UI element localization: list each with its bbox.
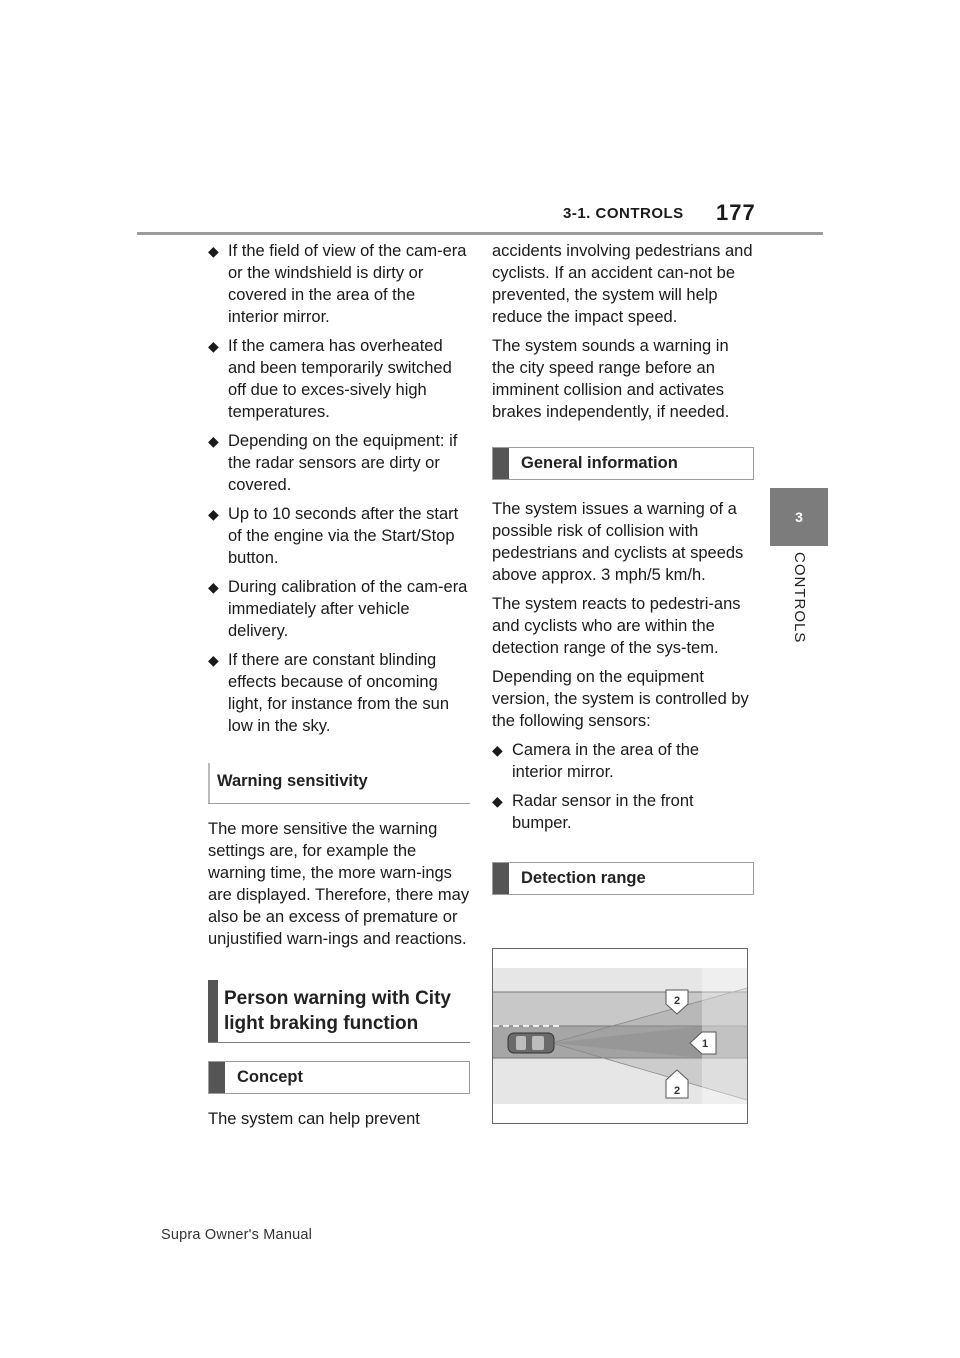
car-icon xyxy=(508,1033,554,1053)
header-section-title: 3-1. CONTROLS xyxy=(563,205,684,222)
left-column xyxy=(208,240,470,1137)
bullet-item: ◆ If the field of view of the cam-era or the windshield is dirty or covered in the area of the interior mirror. xyxy=(208,242,467,326)
bullet-item: ◆ Up to 10 seconds after the start of the engine via the Start/Stop button. xyxy=(208,505,459,567)
warning-sensitivity-text: The more sensitive the warning settings are, for example the warning time, the more warn-ings are displayed. Therefore, there may also be an excess of premature or unjustified warn-ings and reactions. xyxy=(208,820,470,948)
callout-label: 2 xyxy=(673,995,681,1007)
footer-manual-title: Supra Owner's Manual xyxy=(161,1227,313,1243)
bullet-diamond-icon: ◆ xyxy=(208,338,219,354)
heading-text: Detection range xyxy=(521,869,646,887)
bullet-diamond-icon: ◆ xyxy=(208,579,219,595)
heading-text: General information xyxy=(521,454,678,472)
concept-heading xyxy=(208,1061,470,1094)
bullet-diamond-icon: ◆ xyxy=(208,243,219,259)
bullet-diamond-icon: ◆ xyxy=(208,433,219,449)
heading-bar xyxy=(208,763,210,803)
general-information-heading xyxy=(492,447,754,480)
bullet-diamond-icon: ◆ xyxy=(492,793,503,809)
bullet-diamond-icon: ◆ xyxy=(208,506,219,522)
general-info-text-2: The system reacts to pedestri-ans and cyclists who are within the detection range of the sys-tem. xyxy=(492,595,741,657)
header-rule xyxy=(137,232,823,235)
chapter-tab-label-wrapper xyxy=(764,552,834,662)
bullet-item: ◆ Radar sensor in the front bumper. xyxy=(492,792,694,832)
heading-text: Warning sensitivity xyxy=(217,772,368,790)
person-warning-section-heading xyxy=(208,980,470,1043)
detection-range-heading xyxy=(492,862,754,895)
bullet-item: ◆ During calibration of the cam-era immediately after vehicle delivery. xyxy=(208,578,468,640)
bullet-diamond-icon: ◆ xyxy=(208,652,219,668)
heading-bar xyxy=(493,863,509,894)
warning-sensitivity-heading xyxy=(208,763,470,804)
general-info-text-1: The system issues a warning of a possible risk of collision with pedestrians and cyclists at speeds above approx. 3 mph/5 km/h. xyxy=(492,500,744,584)
callout-label: 2 xyxy=(673,1085,681,1097)
bullet-diamond-icon: ◆ xyxy=(492,742,503,758)
bullet-item: ◆ Camera in the area of the interior mirror. xyxy=(492,741,700,781)
section-heading-bar xyxy=(208,980,218,1042)
heading-bar xyxy=(493,448,509,479)
general-info-text-3: Depending on the equipment version, the system is controlled by the following sensors: xyxy=(492,668,749,730)
callout-label: 1 xyxy=(701,1038,709,1050)
bullet-item: ◆ Depending on the equipment: if the radar sensors are dirty or covered. xyxy=(208,432,458,494)
heading-text: Concept xyxy=(237,1068,303,1086)
heading-bar xyxy=(209,1062,225,1093)
concept-text: The system can help prevent xyxy=(208,1110,420,1128)
concept-text-2: The system sounds a warning in the city speed range before an imminent collision and activates brakes independently, if needed. xyxy=(492,337,730,421)
chapter-tab: 3 xyxy=(770,488,828,546)
chapter-tab-label: CONTROLS xyxy=(791,552,808,644)
concept-continued-text: accidents involving pedestrians and cyclists. If an accident can-not be prevented, the system will help reduce the impact speed. xyxy=(492,242,753,326)
bullet-item: ◆ If there are constant blinding effects because of oncoming light, for instance from the sun low in the sky. xyxy=(208,651,450,735)
detection-range-diagram xyxy=(492,948,748,1124)
page-number: 177 xyxy=(716,200,756,225)
bullet-item: ◆ If the camera has overheated and been temporarily switched off due to exces-sively high temperatures. xyxy=(208,337,452,421)
section-heading-text: Person warning with City light braking function xyxy=(224,988,451,1034)
right-column xyxy=(492,240,754,909)
